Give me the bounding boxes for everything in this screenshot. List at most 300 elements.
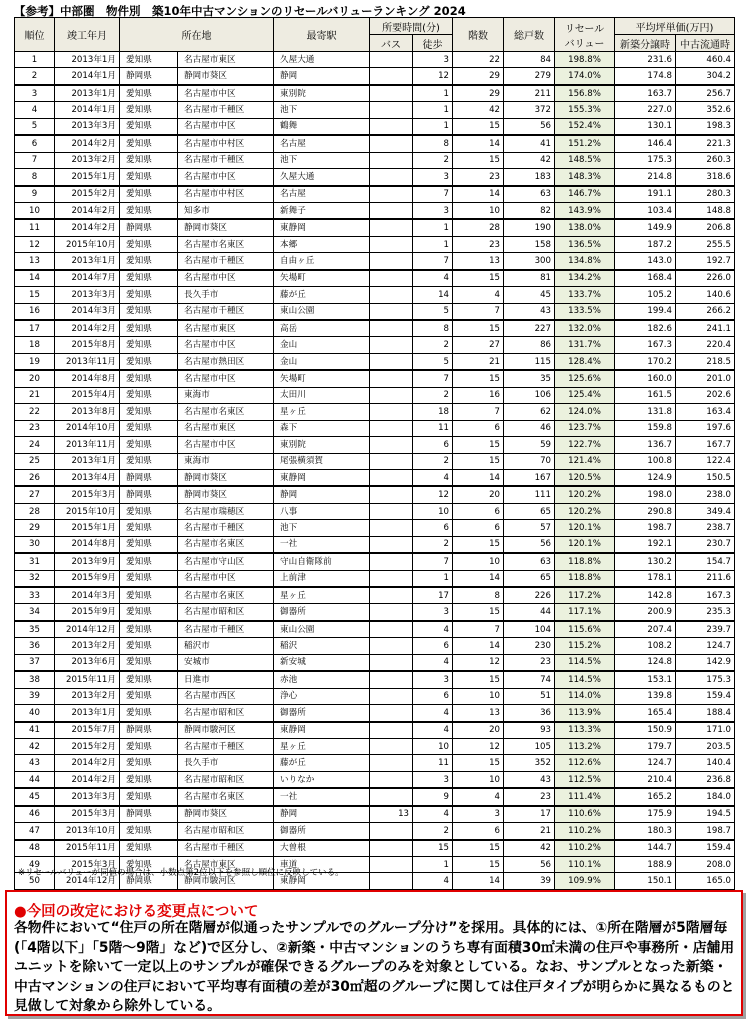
cell-rank: 25 (15, 453, 55, 469)
cell-floors: 29 (453, 85, 504, 102)
cell-city: 名古屋市千種区 (178, 102, 274, 118)
cell-city: 名古屋市中区 (178, 337, 274, 353)
table-row (15, 520, 735, 536)
cell-new-price: 191.1 (615, 186, 676, 203)
cell-resale-value: 155.3% (555, 102, 615, 118)
col-location: 所在地 (120, 18, 274, 52)
table-row (15, 755, 735, 771)
cell-built: 2013年1月 (55, 453, 120, 469)
cell-new-price: 159.8 (615, 420, 676, 436)
cell-walk-min: 3 (413, 771, 453, 788)
table-row (15, 135, 735, 152)
cell-new-price: 187.2 (615, 236, 676, 252)
cell-used-price: 194.5 (676, 806, 735, 823)
cell-bus-min (370, 520, 413, 536)
cell-units: 111 (504, 486, 555, 503)
cell-station: 東静岡 (274, 219, 370, 236)
cell-units: 39 (504, 873, 555, 889)
cell-resale-value: 117.1% (555, 604, 615, 621)
cell-resale-value: 124.0% (555, 404, 615, 420)
cell-floors: 3 (453, 806, 504, 823)
cell-used-price: 171.0 (676, 722, 735, 739)
cell-city: 静岡市駿河区 (178, 873, 274, 889)
cell-floors: 15 (453, 671, 504, 688)
cell-prefecture: 愛知県 (120, 135, 178, 152)
cell-rank: 37 (15, 654, 55, 671)
cell-city: 名古屋市昭和区 (178, 823, 274, 840)
cell-resale-value: 198.8% (555, 52, 615, 68)
cell-city: 名古屋市西区 (178, 688, 274, 704)
cell-units: 43 (504, 771, 555, 788)
cell-station: 矢場町 (274, 370, 370, 387)
cell-resale-value: 146.7% (555, 186, 615, 203)
cell-used-price: 256.7 (676, 85, 735, 102)
cell-rank: 32 (15, 570, 55, 587)
cell-prefecture: 愛知県 (120, 387, 178, 403)
cell-new-price: 178.1 (615, 570, 676, 587)
cell-rank: 42 (15, 738, 55, 754)
cell-city: 名古屋市中村区 (178, 186, 274, 203)
notice-box (5, 890, 743, 1016)
cell-prefecture: 愛知県 (120, 152, 178, 168)
cell-walk-min: 7 (413, 186, 453, 203)
cell-floors: 12 (453, 654, 504, 671)
cell-used-price: 159.4 (676, 688, 735, 704)
cell-used-price: 202.6 (676, 387, 735, 403)
cell-walk-min: 4 (413, 722, 453, 739)
table-row (15, 52, 735, 68)
cell-station: 池下 (274, 520, 370, 536)
cell-bus-min (370, 486, 413, 503)
cell-walk-min: 6 (413, 688, 453, 704)
cell-built: 2014年12月 (55, 873, 120, 889)
table-row (15, 337, 735, 353)
cell-floors: 6 (453, 520, 504, 536)
notice-body: 各物件において“住戸の所在階層が似通ったサンプルでのグループ分け”を採用。具体的には、①所在階層が5階層毎(「4階以下」「5階～9階」など)で区分し、②新築・中古マンションのうち専有面積30㎡未満の住戸や事務所・店舗用ユニットを除いて一定以上のサンプルが確保できるグループのみを対象としている。なお、サンプルとなった新築・中古マンションの住戸において平均専有面積の差が30㎡超のグループに関しては住戸タイプが明らかに異なるものと見做して対象から除外している。 (14, 920, 735, 1015)
cell-resale-value: 134.8% (555, 253, 615, 270)
cell-units: 104 (504, 621, 555, 638)
cell-bus-min (370, 320, 413, 337)
cell-walk-min: 7 (413, 553, 453, 570)
cell-rank: 9 (15, 186, 55, 203)
cell-city: 名古屋市千種区 (178, 520, 274, 536)
cell-city: 静岡市葵区 (178, 806, 274, 823)
cell-station: 一社 (274, 788, 370, 805)
cell-rank: 11 (15, 219, 55, 236)
cell-built: 2015年1月 (55, 169, 120, 186)
cell-station: 東山公園 (274, 621, 370, 638)
cell-prefecture: 愛知県 (120, 85, 178, 102)
cell-walk-min: 11 (413, 420, 453, 436)
cell-resale-value: 110.6% (555, 806, 615, 823)
cell-station: 鶴舞 (274, 118, 370, 135)
cell-resale-value: 123.7% (555, 420, 615, 436)
cell-floors: 20 (453, 486, 504, 503)
cell-used-price: 460.4 (676, 52, 735, 68)
cell-walk-min: 3 (413, 169, 453, 186)
cell-rank: 16 (15, 303, 55, 320)
cell-used-price: 218.5 (676, 353, 735, 370)
cell-built: 2013年8月 (55, 404, 120, 420)
cell-used-price: 142.9 (676, 654, 735, 671)
cell-station: 東静岡 (274, 469, 370, 486)
resale-ranking-table (14, 17, 735, 890)
cell-bus-min (370, 202, 413, 219)
cell-rank: 35 (15, 621, 55, 638)
cell-walk-min: 8 (413, 135, 453, 152)
cell-new-price: 175.9 (615, 806, 676, 823)
cell-built: 2014年2月 (55, 202, 120, 219)
table-row (15, 671, 735, 688)
cell-resale-value: 152.4% (555, 118, 615, 135)
cell-bus-min (370, 337, 413, 353)
cell-used-price: 238.0 (676, 486, 735, 503)
cell-bus-min (370, 387, 413, 403)
cell-station: 池下 (274, 152, 370, 168)
cell-units: 46 (504, 420, 555, 436)
table-row (15, 85, 735, 102)
cell-bus-min (370, 553, 413, 570)
cell-units: 56 (504, 118, 555, 135)
table-row (15, 806, 735, 823)
page-title: 【参考】中部圏 物件別 築10年中古マンションのリセールバリューランキング 2024 (14, 4, 466, 18)
cell-rank: 7 (15, 152, 55, 168)
cell-city: 静岡市葵区 (178, 68, 274, 85)
cell-bus-min (370, 621, 413, 638)
table-row (15, 638, 735, 654)
cell-units: 106 (504, 387, 555, 403)
cell-station: 藤が丘 (274, 755, 370, 771)
cell-city: 名古屋市中区 (178, 270, 274, 287)
cell-floors: 14 (453, 135, 504, 152)
cell-new-price: 136.7 (615, 437, 676, 453)
cell-bus-min (370, 503, 413, 519)
cell-resale-value: 132.0% (555, 320, 615, 337)
cell-used-price: 148.8 (676, 202, 735, 219)
cell-bus-min (370, 840, 413, 857)
cell-used-price: 255.5 (676, 236, 735, 252)
cell-new-price: 167.3 (615, 337, 676, 353)
cell-used-price: 167.3 (676, 587, 735, 604)
cell-resale-value: 121.4% (555, 453, 615, 469)
cell-new-price: 131.8 (615, 404, 676, 420)
cell-floors: 15 (453, 320, 504, 337)
cell-new-price: 161.5 (615, 387, 676, 403)
cell-bus-min (370, 353, 413, 370)
footnote: ※リセールバリューが同値の場合は、小数点第2位以下を参照し順位に反映している。 (18, 868, 344, 878)
cell-built: 2015年8月 (55, 337, 120, 353)
cell-new-price: 200.9 (615, 604, 676, 621)
cell-resale-value: 118.8% (555, 553, 615, 570)
cell-floors: 10 (453, 553, 504, 570)
cell-prefecture: 愛知県 (120, 587, 178, 604)
cell-units: 23 (504, 788, 555, 805)
cell-used-price: 198.7 (676, 823, 735, 840)
cell-station: 星ヶ丘 (274, 587, 370, 604)
cell-units: 82 (504, 202, 555, 219)
cell-built: 2013年2月 (55, 638, 120, 654)
cell-resale-value: 120.2% (555, 503, 615, 519)
cell-bus-min (370, 135, 413, 152)
table-body (15, 52, 735, 890)
cell-city: 名古屋市名東区 (178, 404, 274, 420)
cell-built: 2014年2月 (55, 320, 120, 337)
notice-title: ●今回の改定における変更点について (14, 904, 259, 920)
cell-units: 279 (504, 68, 555, 85)
cell-resale-value: 114.0% (555, 688, 615, 704)
cell-city: 長久手市 (178, 755, 274, 771)
cell-station: 八事 (274, 503, 370, 519)
col-rank: 順位 (15, 18, 55, 52)
cell-new-price: 160.0 (615, 370, 676, 387)
cell-used-price: 206.8 (676, 219, 735, 236)
cell-bus-min (370, 236, 413, 252)
cell-floors: 10 (453, 771, 504, 788)
cell-rank: 3 (15, 85, 55, 102)
table-row (15, 587, 735, 604)
cell-city: 名古屋市東区 (178, 857, 274, 873)
cell-used-price: 163.4 (676, 404, 735, 420)
cell-prefecture: 愛知県 (120, 857, 178, 873)
table-row (15, 705, 735, 722)
cell-built: 2014年7月 (55, 270, 120, 287)
cell-used-price: 198.3 (676, 118, 735, 135)
cell-rank: 43 (15, 755, 55, 771)
cell-used-price: 226.0 (676, 270, 735, 287)
table-row (15, 320, 735, 337)
cell-rank: 1 (15, 52, 55, 68)
cell-resale-value: 128.4% (555, 353, 615, 370)
cell-new-price: 146.4 (615, 135, 676, 152)
cell-station: 新安城 (274, 654, 370, 671)
cell-floors: 7 (453, 303, 504, 320)
cell-floors: 42 (453, 102, 504, 118)
cell-used-price: 304.2 (676, 68, 735, 85)
cell-floors: 15 (453, 857, 504, 873)
cell-used-price: 159.4 (676, 840, 735, 857)
cell-floors: 15 (453, 370, 504, 387)
cell-built: 2014年10月 (55, 420, 120, 436)
cell-used-price: 154.7 (676, 553, 735, 570)
cell-walk-min: 11 (413, 755, 453, 771)
cell-station: 本郷 (274, 236, 370, 252)
col-price-group: 平均坪単価(万円) (615, 18, 735, 35)
cell-walk-min: 4 (413, 270, 453, 287)
cell-used-price: 150.5 (676, 469, 735, 486)
cell-prefecture: 愛知県 (120, 840, 178, 857)
cell-new-price: 124.7 (615, 755, 676, 771)
cell-new-price: 130.1 (615, 118, 676, 135)
cell-new-price: 170.2 (615, 353, 676, 370)
cell-new-price: 198.0 (615, 486, 676, 503)
cell-used-price: 211.6 (676, 570, 735, 587)
table-row (15, 253, 735, 270)
table-row (15, 186, 735, 203)
cell-new-price: 207.4 (615, 621, 676, 638)
cell-station: 静岡 (274, 486, 370, 503)
cell-rank: 38 (15, 671, 55, 688)
cell-rank: 5 (15, 118, 55, 135)
cell-prefecture: 静岡県 (120, 806, 178, 823)
cell-prefecture: 愛知県 (120, 738, 178, 754)
cell-walk-min: 1 (413, 570, 453, 587)
cell-new-price: 150.1 (615, 873, 676, 889)
cell-rank: 22 (15, 404, 55, 420)
cell-used-price: 352.6 (676, 102, 735, 118)
cell-bus-min (370, 705, 413, 722)
cell-resale-value: 110.2% (555, 840, 615, 857)
table-row (15, 654, 735, 671)
cell-bus-min (370, 453, 413, 469)
cell-floors: 16 (453, 387, 504, 403)
table-row (15, 503, 735, 519)
cell-new-price: 168.4 (615, 270, 676, 287)
cell-built: 2015年3月 (55, 806, 120, 823)
table-row (15, 404, 735, 420)
cell-city: 名古屋市中区 (178, 437, 274, 453)
table-row (15, 353, 735, 370)
cell-walk-min: 1 (413, 118, 453, 135)
cell-city: 名古屋市昭和区 (178, 771, 274, 788)
table-row (15, 152, 735, 168)
cell-floors: 22 (453, 52, 504, 68)
cell-units: 105 (504, 738, 555, 754)
cell-units: 86 (504, 337, 555, 353)
cell-built: 2015年10月 (55, 236, 120, 252)
cell-prefecture: 愛知県 (120, 320, 178, 337)
cell-walk-min: 15 (413, 840, 453, 857)
table-row (15, 169, 735, 186)
cell-prefecture: 愛知県 (120, 788, 178, 805)
cell-walk-min: 1 (413, 219, 453, 236)
cell-new-price: 105.2 (615, 287, 676, 303)
cell-used-price: 124.7 (676, 638, 735, 654)
cell-new-price: 188.9 (615, 857, 676, 873)
cell-station: 自由ヶ丘 (274, 253, 370, 270)
cell-city: 名古屋市東区 (178, 320, 274, 337)
cell-resale-value: 148.3% (555, 169, 615, 186)
cell-city: 名古屋市守山区 (178, 553, 274, 570)
cell-floors: 14 (453, 873, 504, 889)
cell-built: 2015年9月 (55, 604, 120, 621)
cell-bus-min (370, 654, 413, 671)
cell-bus-min (370, 638, 413, 654)
cell-walk-min: 3 (413, 52, 453, 68)
cell-city: 静岡市駿河区 (178, 722, 274, 739)
cell-built: 2013年6月 (55, 654, 120, 671)
cell-floors: 15 (453, 840, 504, 857)
cell-resale-value: 110.1% (555, 857, 615, 873)
cell-city: 静岡市葵区 (178, 469, 274, 486)
col-resale-line2: バリュー (564, 38, 605, 50)
cell-used-price: 192.7 (676, 253, 735, 270)
cell-built: 2015年3月 (55, 857, 120, 873)
cell-city: 名古屋市熱田区 (178, 353, 274, 370)
cell-resale-value: 118.8% (555, 570, 615, 587)
cell-walk-min: 2 (413, 453, 453, 469)
cell-walk-min: 7 (413, 253, 453, 270)
cell-station: 森下 (274, 420, 370, 436)
table-row (15, 219, 735, 236)
table-row (15, 453, 735, 469)
col-station: 最寄駅 (274, 18, 370, 52)
cell-rank: 15 (15, 287, 55, 303)
cell-prefecture: 愛知県 (120, 236, 178, 252)
cell-built: 2013年1月 (55, 52, 120, 68)
cell-floors: 15 (453, 604, 504, 621)
cell-station: 東静岡 (274, 722, 370, 739)
cell-resale-value: 114.5% (555, 671, 615, 688)
cell-floors: 6 (453, 503, 504, 519)
cell-rank: 27 (15, 486, 55, 503)
cell-walk-min: 14 (413, 287, 453, 303)
cell-rank: 21 (15, 387, 55, 403)
cell-floors: 23 (453, 236, 504, 252)
cell-station: 高岳 (274, 320, 370, 337)
cell-walk-min: 3 (413, 671, 453, 688)
cell-prefecture: 愛知県 (120, 503, 178, 519)
cell-built: 2015年10月 (55, 503, 120, 519)
cell-city: 日進市 (178, 671, 274, 688)
cell-city: 名古屋市中区 (178, 370, 274, 387)
cell-city: 名古屋市千種区 (178, 303, 274, 320)
cell-units: 23 (504, 654, 555, 671)
cell-floors: 15 (453, 755, 504, 771)
cell-floors: 15 (453, 437, 504, 453)
cell-units: 226 (504, 587, 555, 604)
cell-walk-min: 7 (413, 370, 453, 387)
cell-used-price: 236.8 (676, 771, 735, 788)
cell-floors: 27 (453, 337, 504, 353)
cell-units: 62 (504, 404, 555, 420)
cell-resale-value: 156.8% (555, 85, 615, 102)
cell-built: 2015年2月 (55, 738, 120, 754)
cell-rank: 26 (15, 469, 55, 486)
cell-bus-min (370, 287, 413, 303)
cell-station: いりなか (274, 771, 370, 788)
cell-station: 東別院 (274, 437, 370, 453)
cell-new-price: 165.4 (615, 705, 676, 722)
cell-resale-value: 120.1% (555, 520, 615, 536)
cell-used-price: 184.0 (676, 788, 735, 805)
cell-prefecture: 愛知県 (120, 169, 178, 186)
cell-floors: 29 (453, 68, 504, 85)
cell-used-price: 230.7 (676, 536, 735, 553)
cell-city: 名古屋市東区 (178, 420, 274, 436)
cell-prefecture: 愛知県 (120, 570, 178, 587)
cell-resale-value: 138.0% (555, 219, 615, 236)
table-row (15, 236, 735, 252)
cell-bus-min (370, 270, 413, 287)
cell-built: 2015年9月 (55, 570, 120, 587)
cell-prefecture: 愛知県 (120, 437, 178, 453)
table-row (15, 118, 735, 135)
cell-built: 2014年2月 (55, 219, 120, 236)
cell-prefecture: 愛知県 (120, 186, 178, 203)
cell-station: 守山自衛隊前 (274, 553, 370, 570)
cell-rank: 18 (15, 337, 55, 353)
col-new-price: 新築分譲時 (615, 35, 676, 52)
cell-floors: 13 (453, 253, 504, 270)
cell-prefecture: 静岡県 (120, 873, 178, 889)
table-row (15, 202, 735, 219)
cell-rank: 36 (15, 638, 55, 654)
cell-prefecture: 愛知県 (120, 453, 178, 469)
cell-resale-value: 133.5% (555, 303, 615, 320)
cell-bus-min (370, 303, 413, 320)
cell-used-price: 165.0 (676, 873, 735, 889)
cell-rank: 49 (15, 857, 55, 873)
